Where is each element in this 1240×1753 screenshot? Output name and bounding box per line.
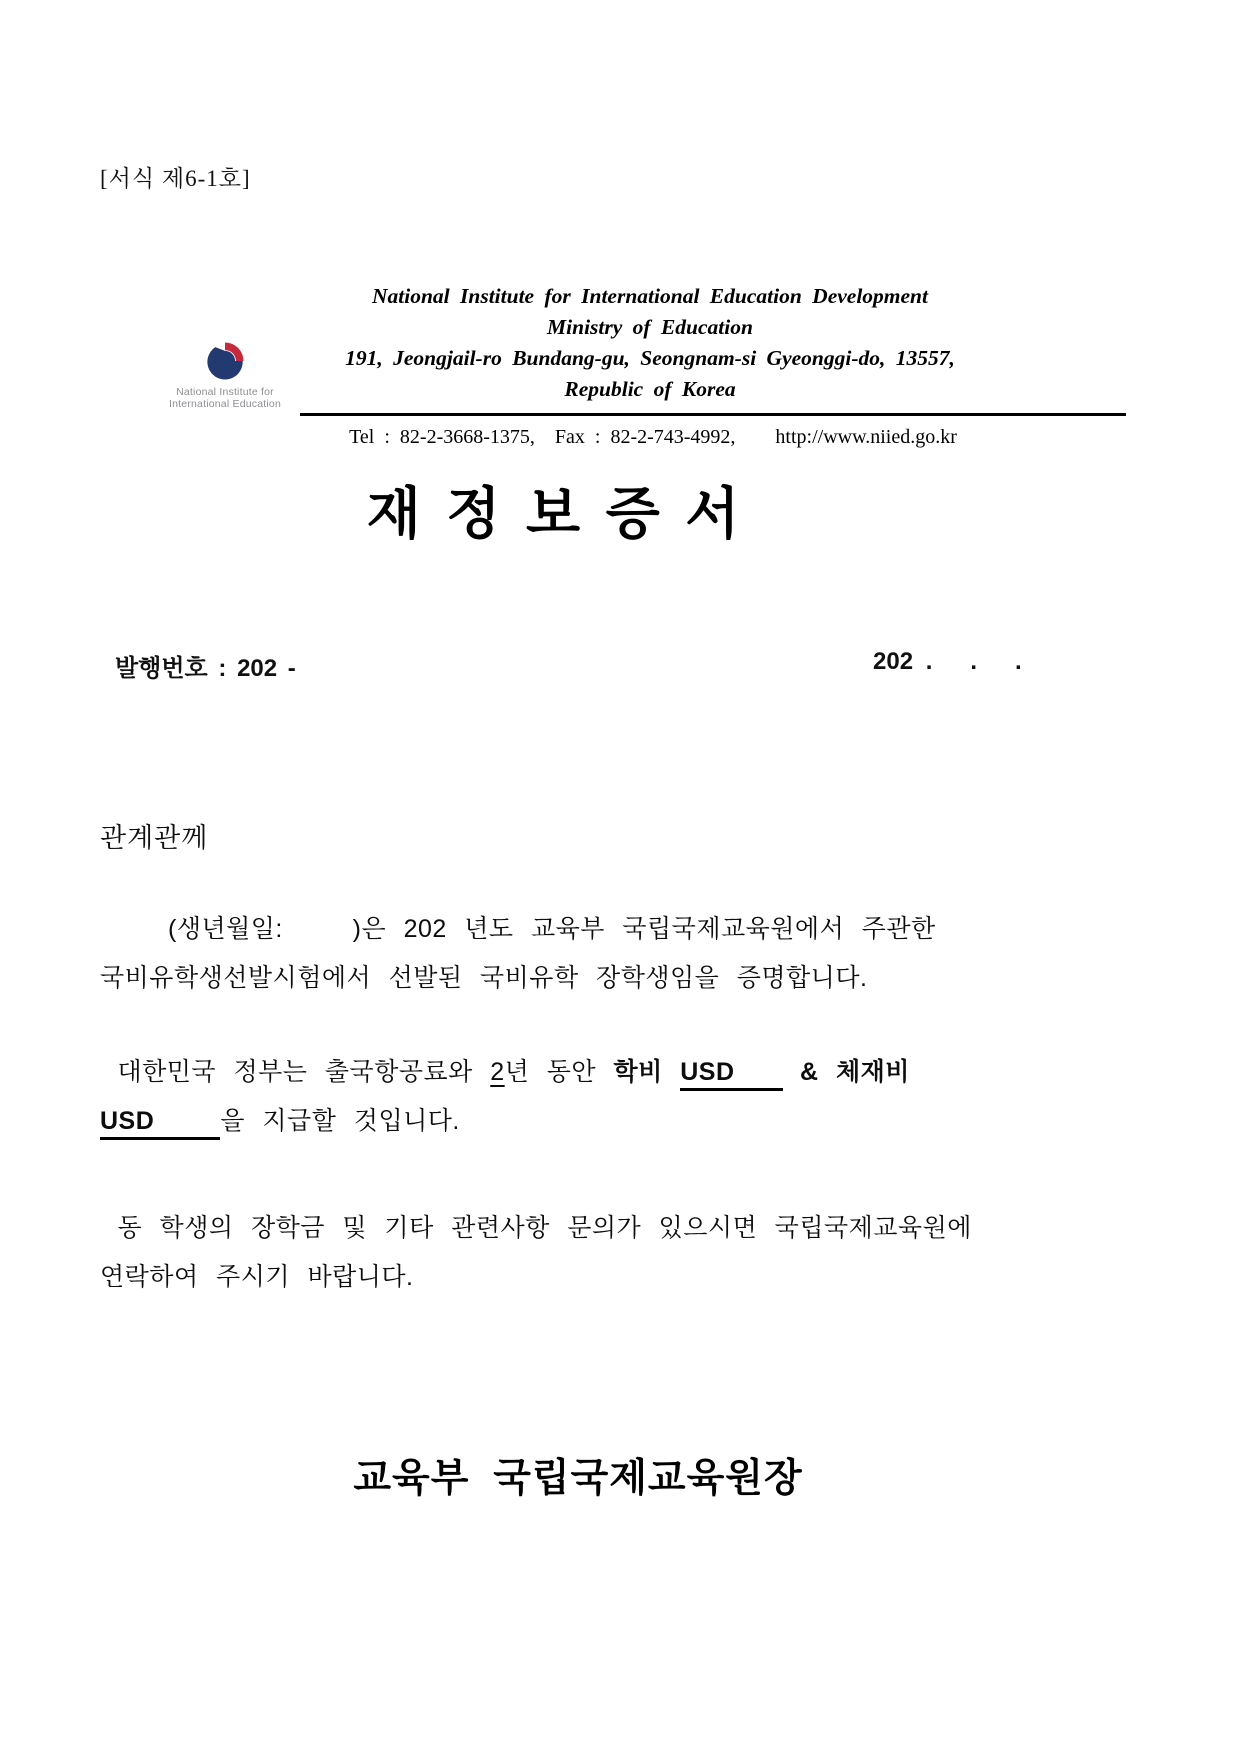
- funding-years-underlined: 2: [490, 1058, 505, 1086]
- paragraph-certification: [100, 905, 1060, 1003]
- logo-caption-line-2: International Education: [168, 398, 281, 410]
- issue-date-placeholder: 202 . . .: [873, 648, 1022, 675]
- contact-request-line-1: 동 학생의 장학금 및 기타 관련사항 문의가 있으시면 국립국제교육원에: [100, 1214, 972, 1242]
- org-line-ministry: Ministry of Education: [547, 315, 753, 339]
- paragraph-funding: [100, 1048, 1060, 1146]
- certification-line-2: 국비유학생선발시험에서 선발된 국비유학 장학생임을 증명합니다.: [100, 964, 868, 992]
- logo-caption: [158, 386, 292, 410]
- letterhead-divider: [300, 413, 1126, 416]
- org-line-institute: National Institute for International Education Development: [371, 284, 928, 308]
- funding-line-1: [100, 1048, 1060, 1097]
- certification-line-1: (생년월일: )은 202 년도 교육부 국립국제교육원에서 주관한: [168, 915, 936, 943]
- tuition-usd-blank-field: USD: [680, 1058, 782, 1091]
- document-title: 재 정 보 증 서: [366, 482, 744, 545]
- logo-caption-line-1: National Institute for: [176, 386, 274, 398]
- letterhead-org-block: [300, 281, 1000, 405]
- contact-request-line-2: 연락하여 주시기 바랍니다.: [100, 1263, 414, 1291]
- niied-logo: [158, 340, 292, 410]
- form-number: [서식 제6-1호]: [100, 166, 251, 191]
- signature-authority: 교육부 국립국제교육원장: [353, 1457, 803, 1500]
- org-line-address: 191, Jeongjail-ro Bundang-gu, Seongnam-si Gyeonggi-do, 13557,: [345, 346, 955, 370]
- paragraph-contact-request: [100, 1204, 1060, 1302]
- tuition-label: 학비: [613, 1058, 681, 1086]
- letterhead-contact: Tel : 82-2-3668-1375, Fax : 82-2-743-4992, http://www.niied.go.kr: [349, 426, 957, 448]
- funding-closing-text: 을 지급할 것입니다.: [220, 1107, 460, 1135]
- funding-lead-text: 대한민국 정부는 출국항공료와: [100, 1058, 491, 1086]
- living-expense-label: & 체재비: [782, 1058, 910, 1086]
- living-usd-blank-field: USD: [100, 1107, 220, 1140]
- issue-number-label: 발행번호 : 202 -: [115, 655, 296, 682]
- salutation: 관계관께: [100, 823, 209, 853]
- funding-line-2: [100, 1097, 1060, 1146]
- funding-after-years: 년 동안: [504, 1058, 614, 1086]
- org-line-country: Republic of Korea: [564, 377, 736, 401]
- taegeuk-logo-icon: [204, 340, 246, 382]
